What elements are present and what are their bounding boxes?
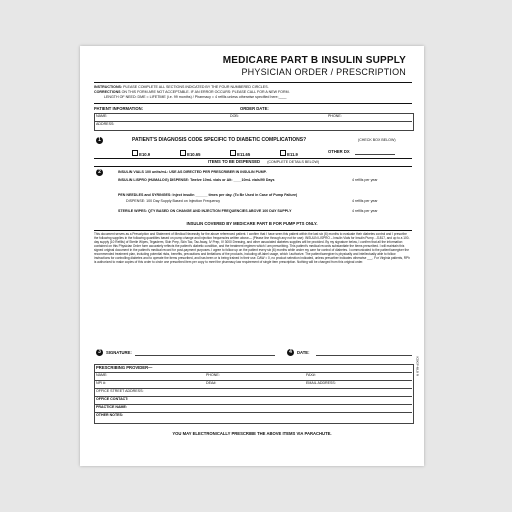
- provider-notes-field[interactable]: OTHER NOTES:: [96, 413, 124, 417]
- insulin-vials-line: INSULIN VIALS 100 units/mL: USE AS DIRECTED PER PRESCRIBER IN INSULIN PUMP.: [118, 170, 267, 174]
- patient-info-label: PATIENT INFORMATION:: [94, 106, 144, 111]
- instructions-line-2: CORRECTIONS ON THIS FORM ARE NOT ACCEPTABLE. IF AN ERROR OCCURS: PLEASE CALL FOR A NEW FORM.: [94, 90, 290, 94]
- provider-phone-field[interactable]: PHONE:: [206, 373, 220, 377]
- diagnosis-note: (CHECK BOX BELOW): [358, 138, 396, 142]
- dx-option-e11-65[interactable]: E11.65: [230, 150, 250, 157]
- prescription-form: [80, 46, 424, 466]
- dx-option-e10-65[interactable]: E10.65: [180, 150, 200, 157]
- patient-address-field[interactable]: ADDRESS:: [96, 122, 115, 126]
- checkbox-icon[interactable]: [180, 150, 186, 156]
- step-2-icon: 2: [96, 169, 103, 176]
- provider-street-field[interactable]: OFFICE STREET ADDRESS:: [96, 389, 144, 393]
- patient-name-field[interactable]: NAME:: [96, 114, 108, 118]
- items-bottom-rule: [94, 166, 412, 167]
- header-rule: [94, 82, 412, 83]
- patient-dob-field[interactable]: DOB:: [230, 114, 239, 118]
- items-header: ITEMS TO BE DISPENSED (COMPLETE DETAILS BELOW): [208, 159, 320, 164]
- dx-option-e11-9[interactable]: E11.9: [280, 150, 298, 157]
- provider-row-1: [94, 372, 412, 373]
- signature-label: SIGNATURE:: [106, 349, 132, 355]
- step-4-icon: 4: [287, 349, 294, 356]
- patient-phone-field[interactable]: PHONE:: [328, 114, 342, 118]
- signature-line[interactable]: [135, 355, 275, 356]
- pen-needles-line: PEN NEEDLES and SYRINGES: Inject insulin ______ times per day. (To Be Used in Case of Pump Failure): [118, 193, 298, 197]
- other-dx-line: [355, 154, 395, 155]
- provider-row-2: [94, 380, 412, 381]
- form-subtitle: PHYSICIAN ORDER / PRESCRIPTION: [241, 67, 406, 77]
- medical-necessity-statement: This document serves as a Prescription and Statement of Medical Necessity for the above referenced patient. I confirm that I have seen this patient within the last six (6) months to evaluate their diabetes control and I prescribe the following supplies in the following quantities based on pump change and injection frequencies written above— (Please line through any not for use): INSULIN LISPRO – Insulin Vials for Insulin Pump - J1817, and up to a 100-day supply (10 Refills) of Sterile Wipes, Tegaderm, Skin Prep, Skin Tac, Tac Away, IV Prep, IV 3000 Dressing, and other associated diabetes supplies will be provided. By my signature below, I confirm that all the information contained on this Physician Order form accurately reflects the patient's diabetic condition, and the treatment regimen which I am prescribing. This patient's medical records substantiate the items prescribed. I will maintain this signed original document in the patient's medical record for post-payment purposes. I agree to follow up on the patient every six (6) months while under my care for control of diabetes. I communicated to the patient/caregiver the recommended treatment plan, including potential risks, benefits, precautions and limitations of the products, including off-label usage, which I authorize. The patient/caregiver is physically and intellectually able to follow instructions for controlling diabetes and to operate the items prescribed, and has been or is being trained in their use. DAW = 0, no product selection indicated, unless prescriber indicates otherwise ___. For Virginia patients, RPh is authorized to make copies of this order to circle one prescribed item per copy to meet the pharmacy law requirement of single item prescription. Nothing will be changed from this original order.: [94, 232, 410, 265]
- patient-info-box: [94, 113, 414, 131]
- footer-note: YOU MAY ELECTRONICALLY PRESCRIBE THE ABOVE ITEMS VIA PARACHUTE.: [172, 431, 332, 436]
- provider-contact-field[interactable]: OFFICE CONTACT:: [96, 397, 129, 401]
- statement-top-rule: [94, 230, 412, 231]
- date-line[interactable]: [316, 355, 412, 356]
- provider-dea-field[interactable]: DEA#:: [206, 381, 217, 385]
- provider-name-field[interactable]: NAME:: [96, 373, 108, 377]
- date-label: DATE:: [297, 349, 310, 355]
- sterile-wipes-line: STERILE WIPES: QTY BASED ON CHANGE AND INJECTION FREQUENCIES ABOVE 100 DAY SUPPLY: [118, 209, 292, 213]
- checkbox-icon[interactable]: [280, 150, 286, 156]
- insulin-lispro-line: INSULIN LISPRO (HUMALOG) DISPENSE: Twelve 10mL vials or Alt: ____10mL vials/90 Days: [118, 178, 275, 182]
- checkbox-icon[interactable]: [132, 150, 138, 156]
- step-3-icon: 3: [96, 349, 103, 356]
- instructions-rule: [94, 103, 412, 104]
- provider-email-field[interactable]: EMAIL ADDRESS:: [306, 381, 336, 385]
- diagnosis-question: PATIENT'S DIAGNOSIS CODE SPECIFIC TO DIABETIC COMPLICATIONS?: [132, 137, 307, 143]
- checkbox-icon[interactable]: [230, 150, 236, 156]
- form-title: MEDICARE PART B INSULIN SUPPLY: [222, 55, 406, 66]
- provider-row-6: [94, 412, 412, 413]
- instructions-line-3: LENGTH OF NEED: DME = LIFETIME (i.e. 99 months) / Pharmacy = 4 refills unless otherwise specified here:____: [104, 95, 287, 99]
- patient-row-divider: [94, 121, 412, 122]
- provider-npi-field[interactable]: NPI #:: [96, 381, 106, 385]
- instructions-line-1: INSTRUCTIONS: PLEASE COMPLETE ALL SECTIONS INDICATED BY THE FOUR NUMBERED CIRCLES.: [94, 85, 269, 89]
- order-date-label: ORDER DATE:: [240, 106, 269, 111]
- side-form-code: ICBGP-MLB R: [416, 356, 420, 376]
- dx-option-other[interactable]: OTHER DX: [328, 149, 350, 154]
- step-1-icon: 1: [96, 137, 103, 144]
- provider-row-4: [94, 396, 412, 397]
- pen-refills: 4 refills per year: [352, 199, 378, 203]
- lispro-refills: 4 refills per year: [352, 178, 378, 182]
- provider-practice-field[interactable]: PRACTICE NAME:: [96, 405, 128, 409]
- dx-option-e10-9[interactable]: E10.9: [132, 150, 150, 157]
- coverage-note: INSULIN COVERED BY MEDICARE PART B FOR PUMP PTS ONLY.: [186, 221, 318, 226]
- pen-dispense-line: DISPENSE: 100 Day Supply Based on Injection Frequency: [126, 199, 221, 203]
- provider-fax-field[interactable]: FAX#:: [306, 373, 316, 377]
- provider-header: PRESCRIBING PROVIDER—: [96, 365, 153, 370]
- sterile-refills: 4 refills per year: [352, 209, 378, 213]
- provider-row-5: [94, 404, 412, 405]
- provider-box: [94, 364, 414, 424]
